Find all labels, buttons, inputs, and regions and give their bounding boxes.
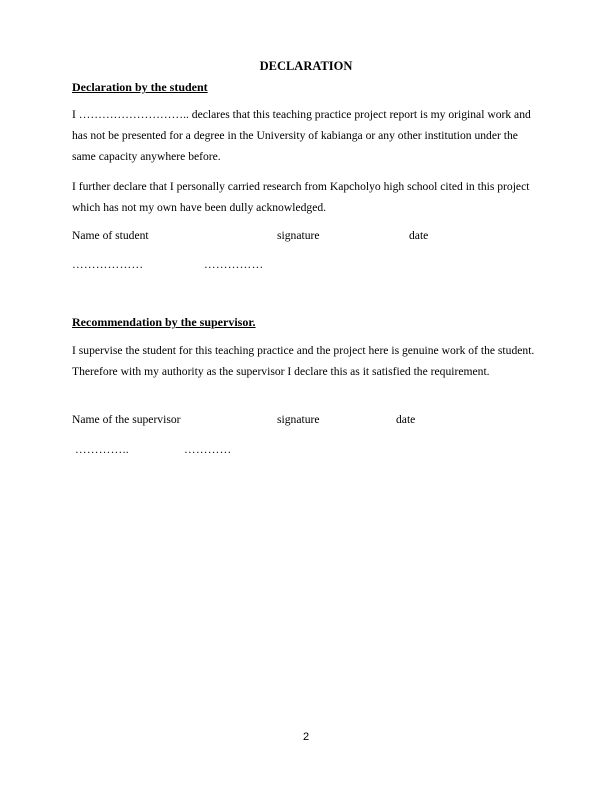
student-signature-label: signature — [277, 229, 320, 242]
supervisor-signature-blank: ………… — [184, 443, 232, 456]
supervisor-recommendation-paragraph: I supervise the student for this teaching practice and the project here is genuine work of the student. Therefore with my authority as the supervisor I declare this as it satisfied the requirement. — [72, 344, 535, 378]
supervisor-name-blank: ………….. — [75, 443, 129, 456]
student-declaration-paragraph-1: I ……………………….. declares that this teaching practice project report is my original work and has not be presented for a degree in the University of kabianga or any other institution under the same capacity anywhere before. — [72, 108, 531, 163]
student-date-label: date — [409, 229, 429, 242]
student-declaration-paragraph-2: I further declare that I personally carried research from Kapcholyo high school cited in this project which has not my own have been dully acknowledged. — [72, 180, 530, 214]
supervisor-signature-label: signature — [277, 413, 320, 426]
student-signature-blank: …………… — [204, 258, 264, 271]
supervisor-recommendation-heading: Recommendation by the supervisor. — [72, 315, 256, 329]
page-number: 2 — [302, 731, 310, 743]
student-name-label: Name of student — [72, 229, 149, 242]
supervisor-name-label: Name of the supervisor — [72, 413, 181, 426]
student-declaration-heading: Declaration by the student — [72, 80, 208, 94]
student-name-blank: ……………… — [72, 258, 144, 271]
supervisor-date-label: date — [396, 413, 416, 426]
page-title: DECLARATION — [259, 59, 353, 73]
